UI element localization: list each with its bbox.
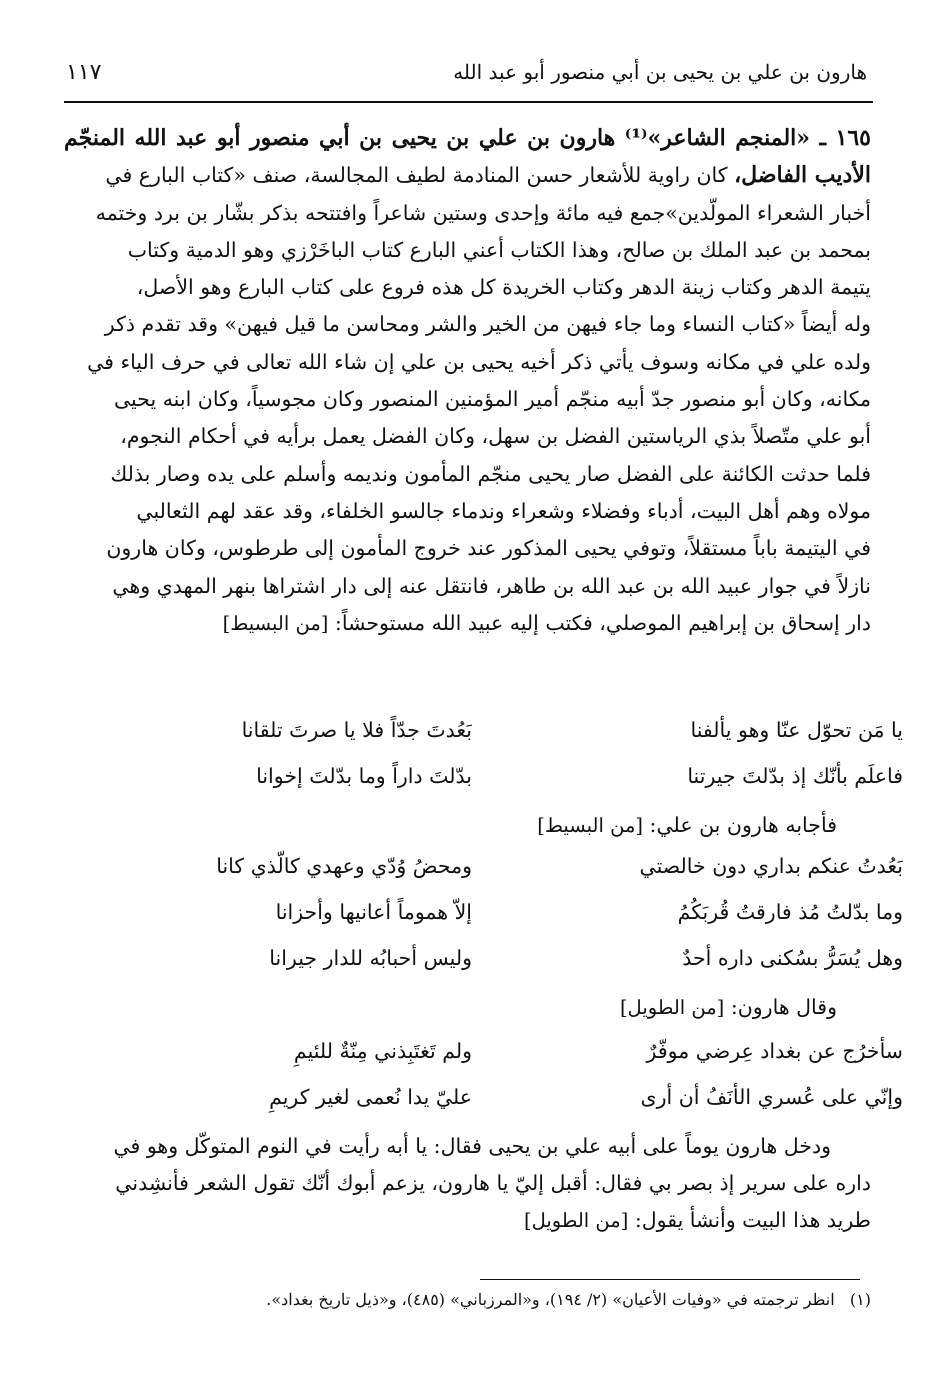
poem-2	[64, 843, 903, 981]
closing-line: ودخل هارون يوماً على أبيه علي بن يحيى فقال: يا أبه رأيت في النوم المتوكّل وهو في	[113, 1134, 831, 1158]
footnote	[266, 1288, 871, 1312]
verse-first-hemistich: بَعُدتُ عنكم بداري دون خالصتي	[639, 854, 903, 878]
verse-line	[64, 1028, 903, 1074]
verse-first-hemistich: سأخرُج عن بغداد عِرضي موفّرٌ	[646, 1039, 903, 1063]
closing-paragraph	[64, 1128, 871, 1239]
entry-line: مكانه، وكان أبو منصور جدّ أبيه منجّم أمير المؤمنين المنصور وكان مجوسياً، وكان ابنه يحيى	[113, 387, 871, 412]
verse-second-hemistich: ومحضُ وُدّي وعهدي كالّذي كانا	[216, 854, 472, 878]
entry-line: ولده علي في مكانه وسوف يأتي ذكر أخيه يحيى بن علي إن شاء الله تعالى في حرف الياء في	[87, 349, 871, 374]
verse-line	[64, 889, 903, 935]
verse-line	[64, 1074, 903, 1120]
entry-line: كان راوية للأشعار حسن المنادمة لطيف المجالسة، صنف «كتاب البارع في	[105, 163, 728, 188]
verse-line	[64, 843, 903, 889]
closing-line: داره على سرير إذ بصر بي فقال: أقبل إليّ يا هارون، يزعم أبوك أنّك تقول الشعر فأنشِدني	[115, 1171, 871, 1195]
verse-line	[64, 753, 903, 799]
entry-line: أخبار الشعراء المولّدين»جمع فيه مائة وإحدى وستين شاعراً وافتتحه بذكر بشّار بن برد وختمه	[95, 200, 871, 225]
entry-line: أبو علي متّصلاً بذي الرياستين الفضل بن سهل، وكان الفضل يعمل برأيه في أحكام النجوم،	[120, 424, 871, 449]
meter-label: [من البسيط]	[537, 814, 644, 837]
entry-last-line-text: دار إسحاق بن إبراهيم الموصلي، فكتب إليه عبيد الله مستوحشاً:	[334, 610, 871, 635]
entry-line: نازلاً في جوار عبيد الله بن عبد الله بن طاهر، فانتقل عنه إلى دار اشتراها بنهر المهدي وهي	[112, 573, 871, 598]
closing-last-line-text: طريد هذا البيت وأنشأ يقول:	[634, 1208, 871, 1232]
entry-line: وله أيضاً «كتاب النساء وما جاء فيهن من الخير والشر ومحاسن ما قيل فيهن» وقد تقدم ذكر	[104, 312, 871, 337]
said-intro	[620, 987, 837, 1028]
reply-intro	[537, 805, 837, 846]
entry-heading: ١٦٥ ـ «المنجم الشاعر»⁽¹⁾ هارون بن علي بن يحيى بن أبي منصور أبو عبد الله المنجّم الأديب الفاضل،	[64, 125, 871, 189]
poem-1	[64, 707, 903, 799]
page-number: ١١٧	[66, 60, 102, 85]
entry-body	[64, 120, 871, 642]
meter-label: [من الطويل]	[523, 1209, 629, 1232]
entry-opening	[64, 120, 871, 195]
reply-intro-text: فأجابه هارون بن علي:	[649, 813, 837, 837]
verse-first-hemistich: فاعلَم بأنّك إذ بدّلتَ جيرتنا	[687, 764, 903, 788]
verse-second-hemistich: وليس أحبابُه للدار جيرانا	[269, 946, 472, 970]
closing-last-line	[64, 1202, 871, 1239]
footnote-text: انظر ترجمته في «وفيات الأعيان» (٢/ ١٩٤)، و«المرزباني» (٤٨٥)، و«ذيل تاريخ بغداد».	[266, 1290, 835, 1309]
verse-second-hemistich: إلاّ هموماً أعانيها وأحزانا	[275, 900, 472, 924]
entry-line: في اليتيمة باباً مستقلاً، وتوفي يحيى المذكور عند خروج المأمون إلى طرطوس، وكان هارون	[106, 536, 871, 561]
footnote-rule	[480, 1279, 860, 1280]
said-intro-text: وقال هارون:	[730, 995, 837, 1019]
verse-second-hemistich: عليّ يدا نُعمى لغير كريمِ	[269, 1085, 472, 1109]
entry-line: فلما حدثت الكائنة على الفضل صار يحيى منجّم المأمون ونديمه وأسلم على يده وصار بذلك	[110, 461, 871, 486]
verse-second-hemistich: بدّلتَ داراً وما بدّلتَ إخوانا	[256, 764, 472, 788]
footnote-marker: (١)	[849, 1290, 871, 1309]
entry-line: يتيمة الدهر وكتاب زينة الدهر وكتاب الخريدة كل هذه فروع على كتاب البارع وهو الأصل،	[136, 275, 871, 300]
verse-first-hemistich: وهل يُسَرُّ بسُكنى داره أحدٌ	[682, 946, 903, 970]
header-rule	[64, 101, 873, 103]
verse-line	[64, 935, 903, 981]
meter-label: [من البسيط]	[222, 611, 329, 635]
verse-first-hemistich: وإنّي على عُسري الأنَفُ أن أرى	[640, 1085, 903, 1109]
verse-first-hemistich: وما بدّلتُ مُذ فارقتُ قُربَكُمُ	[677, 900, 903, 924]
entry-line: مولاه وهم أهل البيت، أدباء وفضلاء وشعراء وندماء جالسو الخلفاء، وقد عقد لهم الثعالبي	[136, 498, 871, 523]
entry-line: بمحمد بن عبد الملك بن صالح، وهذا الكتاب أعني البارع كتاب الباخَرْزي وهو الدمية وكتاب	[127, 237, 871, 262]
running-header-title: هارون بن علي بن يحيى بن أبي منصور أبو عبد الله	[453, 60, 867, 84]
verse-line	[64, 707, 903, 753]
verse-second-hemistich: بَعُدتَ جدّاً فلا يا صرتَ تلقانا	[241, 718, 472, 742]
verse-first-hemistich: يا مَن تحوّل عنّا وهو يألفنا	[690, 718, 903, 742]
verse-second-hemistich: ولم تَغتَبِذني مِنّةٌ للئيمِ	[293, 1039, 472, 1063]
meter-label: [من الطويل]	[619, 996, 725, 1019]
entry-last-line	[64, 605, 871, 642]
poem-3	[64, 1028, 903, 1120]
